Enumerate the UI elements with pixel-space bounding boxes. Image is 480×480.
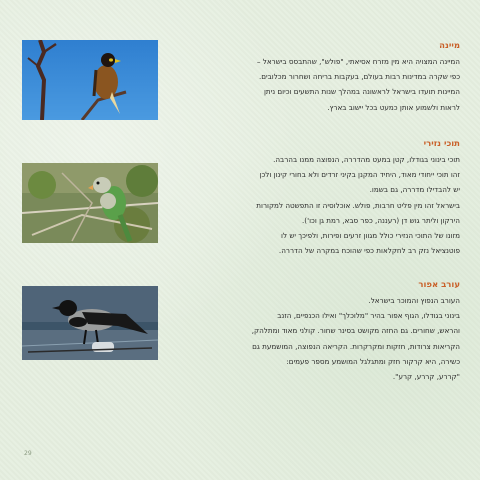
hooded-crow-text-line: והראש, שחורים. גם החזה מקושט בסינר שחור. קולני מאוד ומתלהק, xyxy=(251,326,460,336)
monk-parakeet-text-line: בישראל זהו מין פליט חרבות, פולש. אוכלוסיה זו התפשטה למקורות xyxy=(256,200,460,210)
hooded-crow-photo xyxy=(22,286,158,360)
monk-parakeet-text-line: זהו תוכי ייחודי מאוד, היחיד המקנן בקיני זרדים ולא בחורי קינון ולכן xyxy=(259,170,460,180)
hooded-crow-text-line: הקריאות צרודות, חזקות ומקרקרות. הקריאה הנפוצה, המושמעת גם xyxy=(252,341,460,351)
myna-text-line: לראות ולשמוע אותן כמעט בכל יישוב בארץ. xyxy=(327,102,460,112)
monk-parakeet-text-line: הירקון וליתר גוש דן (רעננה, כפר סבא, רמת גן וכו'). xyxy=(302,215,460,225)
hooded-crow-text-line: כשירה, היא קרקור חזק ומתגלגל המושמע מספר פעמים: xyxy=(286,356,460,366)
monk-parakeet-section xyxy=(168,138,460,258)
myna-section xyxy=(168,40,460,115)
monk-parakeet-text-line: תוכי בינוני בגודלו, קטן במעט מהדררה, הנפוצה ממנו בהרבה. xyxy=(273,155,460,164)
hooded-crow-title: עורב אפור xyxy=(418,280,460,290)
page-number: 29 xyxy=(24,450,32,457)
myna-text-line: המיינות תועדו בישראל לראשונה במהלך שנות התשעים וכיום ניתן xyxy=(263,87,460,97)
hooded-crow-text-line: בינוני בגודלו, הגוף אפור בהיר "מלוכלך" ואילו הכנפיים, הזנב xyxy=(277,311,460,321)
hooded-crow-text-line: העורב הנפוץ והמוכר בישראל. xyxy=(368,296,460,305)
monk-parakeet-text-line: פוטנציאל נזק רב לחקלאות כפי שהוכח במקרה של הדררה. xyxy=(278,246,460,256)
monk-parakeet-text-line: מזונו של התוכי הנזירי כולל מגוון זרעים ופירות, ולפיכך יש לו xyxy=(281,231,460,241)
hooded-crow-section xyxy=(168,279,460,384)
myna-photo xyxy=(22,40,158,120)
myna-text-line: כפי שקרה במדינות רבות בעולם, בעקבות בריחה ושחרור מכלובים. xyxy=(258,72,460,82)
myna-text-line: המיינה המצויה היא מין מזרח אסיאתי, "פולש", שהתבסס בישראל – xyxy=(256,57,460,66)
hooded-crow-text-line: "קררע, קררע, קרע". xyxy=(392,372,460,382)
myna-title: מיינה xyxy=(439,41,460,51)
monk-parakeet-title: תוכי נזירי xyxy=(423,139,460,149)
monk-parakeet-photo xyxy=(22,163,158,243)
monk-parakeet-text-line: יש להבדילו מדררה, גם בשמו. xyxy=(369,185,460,195)
